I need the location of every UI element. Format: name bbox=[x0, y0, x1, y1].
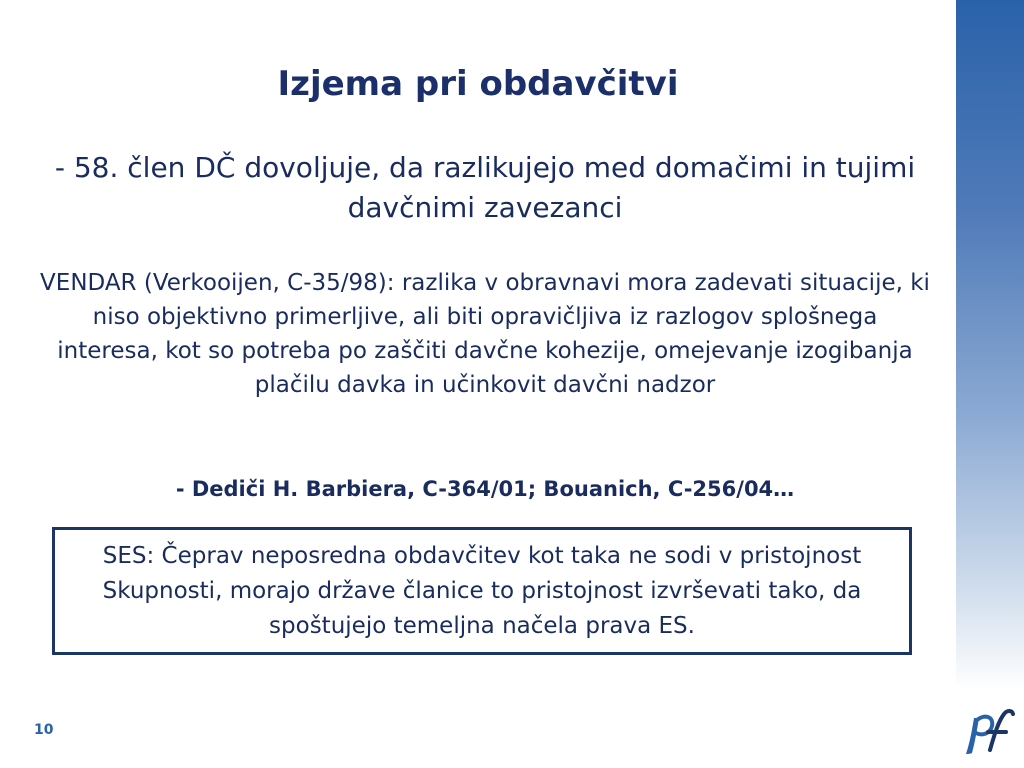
page-number: 10 bbox=[34, 722, 54, 738]
pf-logo-icon bbox=[960, 706, 1016, 758]
paragraph-vendar: VENDAR (Verkooijen, C-35/98): razlika v obravnavi mora zadevati situacije, ki niso objektivno primerljive, ali biti opravičljiva iz razlogov splošnega interesa, kot so potreba po zaščiti davčne kohezije, omejevanje izogibanja plačilu davka in učinkovit davčni nadzor bbox=[40, 270, 930, 398]
side-gradient-band bbox=[956, 0, 1024, 690]
paragraph-case-references: - Dediči H. Barbiera, C-364/01; Bouanich, C-256/04… bbox=[175, 477, 795, 501]
ses-box: SES: Čeprav neposredna obdavčitev kot taka ne sodi v pristojnost Skupnosti, morajo države članice to pristojnost izvrševati tako, da spoštujejo temeljna načela prava ES. bbox=[52, 527, 912, 655]
slide-title: Izjema pri obdavčitvi bbox=[277, 64, 679, 104]
paragraph-article-58: - 58. člen DČ dovoljuje, da razlikujejo med domačimi in tujimi davčnimi zavezanci bbox=[54, 151, 916, 224]
